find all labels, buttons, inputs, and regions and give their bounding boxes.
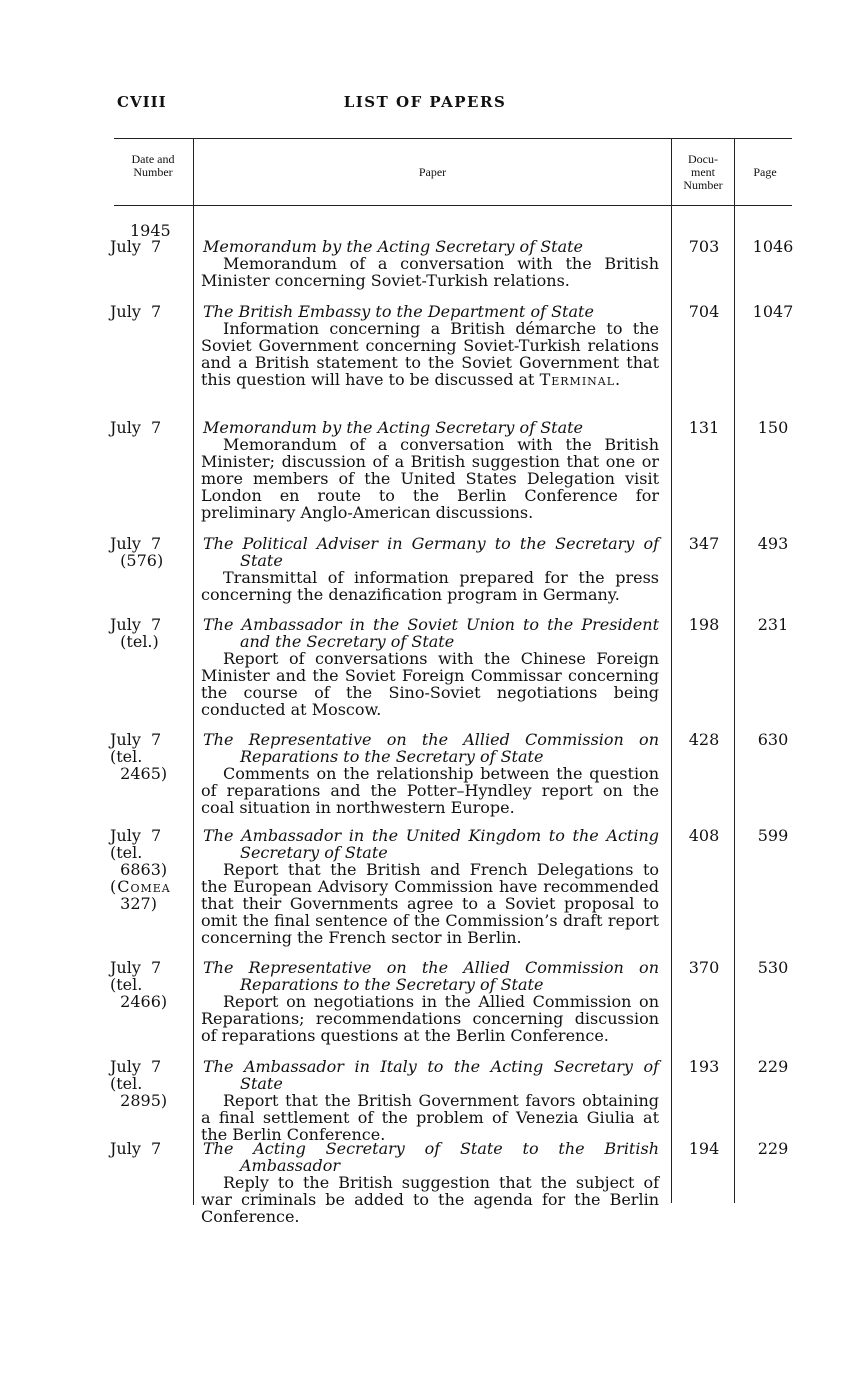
entry-date-line: (tel. [110,843,143,862]
running-header [0,93,850,113]
entry-description: Report that the British and French Delegations to the European Advisory Commission have recommended that their Governments agree to a Soviet proposal to omit the final sentence of the Commission’s draft report concerning the French sector in Berlin. [201,860,659,947]
entry-doc-number: 408 [688,826,720,845]
column-header-doc-line: Docu- [688,152,718,166]
entry-date-line: 6863) [110,860,168,879]
entry-date [110,1140,182,1157]
entry-date [110,535,182,569]
entry-description [201,320,659,388]
column-header-doc-line: Number [683,178,723,192]
entry-description: Report on negotiations in the Allied Commission on Reparations; recommendations concerning discussion of reparations questions at the Berlin Conference. [201,992,659,1045]
entry-date [110,616,182,650]
entry-date-line: July 7 [110,1139,162,1158]
entry-title: The Representative on the Allied Commission on Reparations to the Secretary of State [203,730,659,766]
column-header-date-line: Date and [131,152,175,166]
entry-date-line: July 7 [110,730,162,749]
entry-description: Memorandum of a conversation with the British Minister; discussion of a British suggestion that one or more members of the United States Delegation visit London en route to the Berlin Conference for preliminary Anglo-American discussions. [201,435,659,522]
entry-paper [201,238,659,289]
entry-page-number: 493 [757,534,789,553]
column-header-date [114,153,192,179]
column-divider-date [193,139,194,1205]
entry-title: Memorandum by the Acting Secretary of State [203,237,584,256]
entry-doc-number: 703 [688,237,720,256]
entry-title: The Political Adviser in Germany to the Secretary of State [203,534,659,570]
entry-description: Memorandum of a conversation with the British Minister concerning Soviet-Turkish relations. [201,254,659,290]
page-folio: CVIII [117,93,167,111]
entry-date [110,827,182,912]
page-title: LIST OF PAPERS [343,93,507,111]
entry-date-line: July 7 [110,615,162,634]
entry-date-line: (tel. [110,747,143,766]
column-divider-doc [734,139,735,1203]
entry-page-number: 630 [757,730,789,749]
entry-title: Memorandum by the Acting Secretary of State [203,418,584,437]
entry-paper [201,1058,659,1143]
entry-description: Comments on the relationship between the question of reparations and the Potter–Hyndley report on the coal situation in northwestern Europe. [201,764,659,817]
entry-description: Report that the British Government favors obtaining a final settlement of the problem of Venezia Giulia at the Berlin Conference. [201,1091,659,1144]
entry-date-line: 2895) [110,1091,168,1110]
entry-page-number: 530 [757,958,789,977]
column-header-page: Page [753,165,777,179]
entry-date [110,303,182,320]
entry-doc-number: 193 [688,1057,720,1076]
entry-title: The British Embassy to the Department of State [203,302,594,321]
column-header-doc [672,153,734,192]
year-label: 1945 [130,221,171,240]
entry-paper [201,1140,659,1225]
entry-title: The Ambassador in the United Kingdom to the Acting Secretary of State [203,826,659,862]
entry-page-number: 599 [757,826,789,845]
column-header-date-line: Number [133,165,173,179]
column-header-doc-line: ment [691,165,715,179]
entry-date-line: July 7 [110,1057,162,1076]
entry-title: The Representative on the Allied Commission on Reparations to the Secretary of State [203,958,659,994]
entry-paper [201,535,659,603]
entry-paper [201,419,659,521]
entry-description: Transmittal of information prepared for the press concerning the denazification program in Germany. [201,568,659,604]
entry-title: The Ambassador in the Soviet Union to the President and the Secretary of State [203,615,659,651]
entry-page-number: 229 [757,1057,789,1076]
entry-date-line: (576) [110,551,164,570]
entry-paper [201,959,659,1044]
entry-title: The Acting Secretary of State to the British Ambassador [203,1139,659,1175]
entry-page-number: 150 [757,418,789,437]
entry-description: Report of conversations with the Chinese Foreign Minister and the Soviet Foreign Commissar concerning the course of the Sino-Soviet negotiations being conducted at Moscow. [201,649,659,719]
entry-page-number: 231 [757,615,789,634]
table-top-rule [114,138,792,139]
entry-description-text: Information concerning a British démarche to the Soviet Government concerning Soviet-Turkish relations and a British statement to the Soviet Government that this question will have to be discussed at [201,319,659,389]
entry-page-number: 1046 [752,237,794,256]
entry-doc-number: 131 [688,418,720,437]
entry-date-line: (tel. [110,975,143,994]
entry-description-tail: Terminal. [539,370,622,389]
entry-date-line: July 7 [110,237,162,256]
table-header-rule [114,205,792,206]
entry-date-line: July 7 [110,302,162,321]
entry-date [110,959,182,1010]
entry-doc-number: 704 [688,302,720,321]
entry-date-line: July 7 [110,958,162,977]
entry-date-line: July 7 [110,418,162,437]
entry-date-line: July 7 [110,826,162,845]
entry-date-line: 2466) [110,992,168,1011]
entry-doc-number: 194 [688,1139,720,1158]
column-header-paper: Paper [418,165,447,179]
entry-date-line: July 7 [110,534,162,553]
entry-doc-number: 428 [688,730,720,749]
entry-date [110,419,182,436]
entry-date [110,238,182,255]
entry-doc-number: 370 [688,958,720,977]
entry-page-number: 1047 [752,302,794,321]
entry-description: Reply to the British suggestion that the subject of war criminals be added to the agenda for the Berlin Conference. [201,1173,659,1226]
entry-date-line: 327) [110,894,157,913]
entry-date [110,1058,182,1109]
entry-date-line: (Comea [110,877,171,896]
entry-paper [201,303,659,388]
entry-paper [201,827,659,946]
column-divider-paper [671,139,672,1203]
entry-date-line: (tel. [110,1074,143,1093]
entry-date-line: 2465) [110,764,168,783]
entry-paper [201,731,659,816]
entry-date [110,731,182,782]
entry-title: The Ambassador in Italy to the Acting Secretary of State [203,1057,659,1093]
entry-paper [201,616,659,718]
entry-date-line: (tel.) [110,632,159,651]
entry-page-number: 229 [757,1139,789,1158]
entry-doc-number: 347 [688,534,720,553]
entry-doc-number: 198 [688,615,720,634]
